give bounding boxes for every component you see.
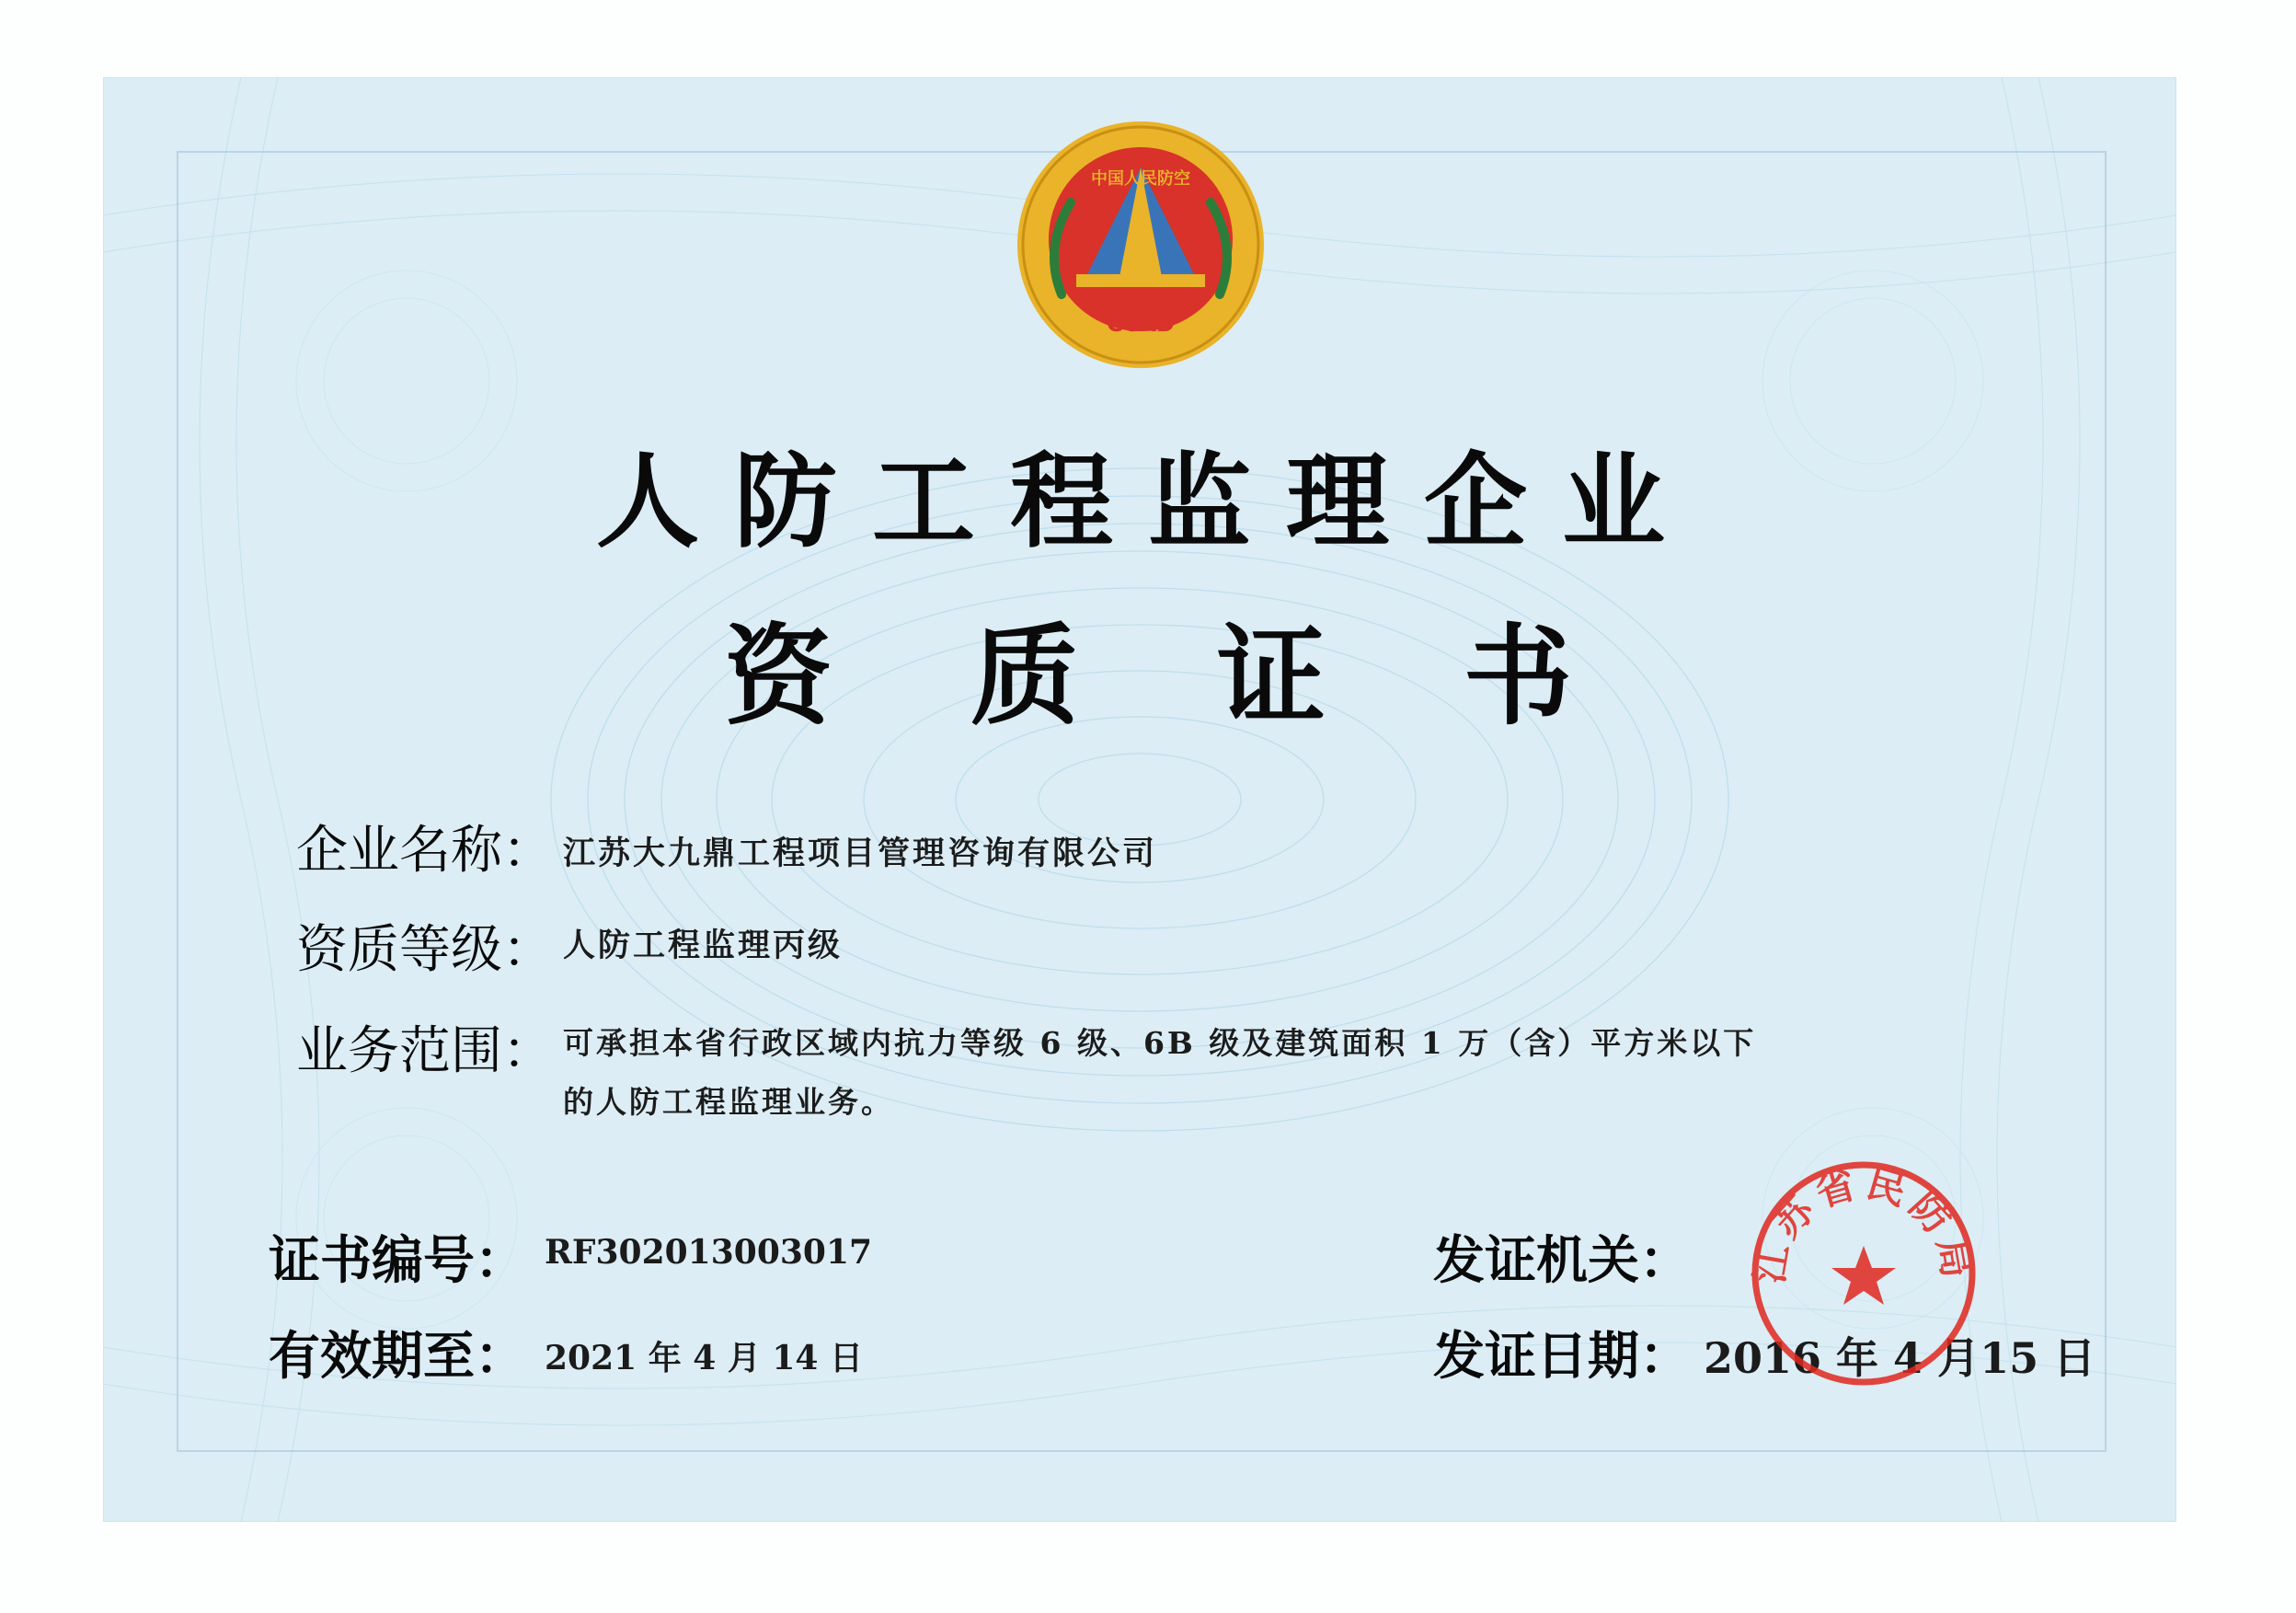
issue-date-value: 2016 年 4 月15 日 <box>1704 1333 2096 1383</box>
scope-line1: 可承担本省行政区域内抗力等级 6 级、6B 级及建筑面积 1 万（含）平方米以下 <box>563 1025 1757 1061</box>
ccad-emblem <box>1016 120 1266 370</box>
emblem-ring-text: 中国人民防空 <box>1091 169 1190 189</box>
issuer-label: 发证机关： <box>1433 1231 1691 1291</box>
seal-text: 江苏省民防局 <box>1746 1159 1981 1287</box>
valid-until-label: 有效期至： <box>269 1327 526 1387</box>
grade-label: 资质等级： <box>296 920 554 980</box>
cert-number-value: RF302013003017 <box>545 1233 873 1272</box>
certificate-title-line2: 资质证书 <box>723 612 1710 740</box>
certificate-title-line1: 人防工程监理企业 <box>596 442 1700 562</box>
cert-number-label: 证书编号： <box>269 1231 526 1291</box>
grade-value: 人防工程监理丙级 <box>563 927 844 964</box>
scope-label: 业务范围： <box>296 1021 554 1081</box>
scope-line2: 的人防工程监理业务。 <box>563 1084 894 1120</box>
issue-date-label: 发证日期： <box>1433 1327 1691 1387</box>
official-seal <box>1746 1156 1981 1391</box>
valid-until-value: 2021 年 4 月 14 日 <box>545 1339 864 1377</box>
company-name-value: 江苏大九鼎工程项目管理咨询有限公司 <box>563 835 1158 872</box>
emblem-abbr: CCAD <box>1107 311 1175 337</box>
company-name-label: 企业名称： <box>296 821 554 881</box>
